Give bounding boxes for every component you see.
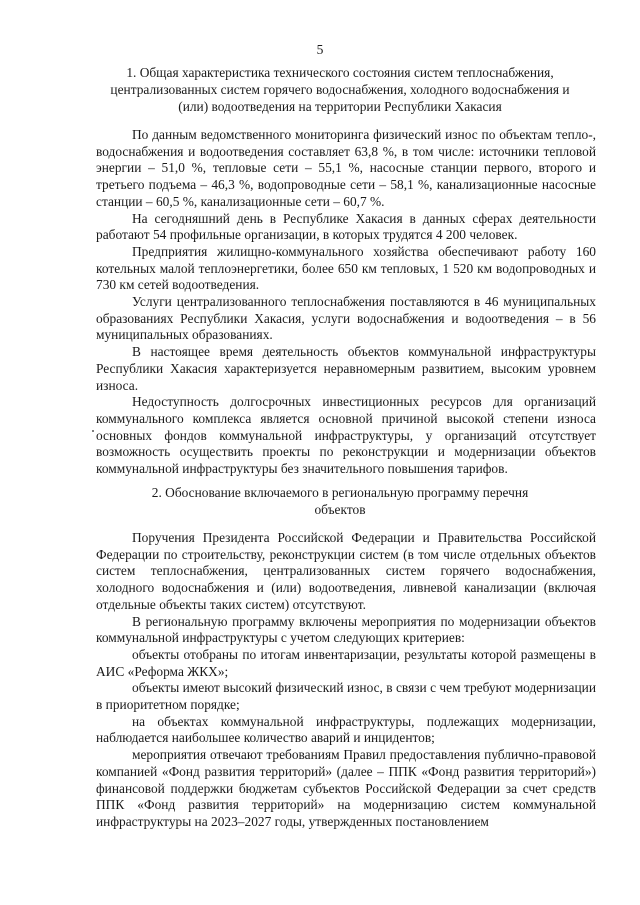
paragraph: В настоящее время деятельность объектов коммунальной инфраструктуры Республики Хакасия характеризуется неравномерным развитием, высоким уровнем износа. xyxy=(96,344,596,393)
scan-speck xyxy=(92,430,94,432)
paragraph: Поручения Президента Российской Федерации и Правительства Российской Федерации по строительству, реконструкции систем (в том числе отдельных объектов систем теплоснабжения, централизованных систем горячего водоснабжения, холодного водоснабжения и (или) водоотведения, ливневой канализации (включая отдельные объекты таких систем) отсутствуют. xyxy=(96,530,596,612)
paragraph: мероприятия отвечают требованиям Правил предоставления публично-правовой компанией «Фонд развития территорий» (далее – ППК «Фонд развития территорий») финансовой поддержки бюджетам субъектов Российской Федерации за счет средств ППК «Фонд развития территорий» на модернизацию систем коммунальной инфраструктуры на 2023–2027 годы, утвержденных постановлением xyxy=(96,747,596,829)
paragraph: Предприятия жилищно-коммунального хозяйства обеспечивают работу 160 котельных малой теплоэнергетики, более 650 км тепловых, 1 520 км водопроводных и 730 км сетей водоотведения. xyxy=(96,243,596,293)
section-2-body xyxy=(96,530,596,831)
paragraph: В региональную программу включены мероприятия по модернизации объектов коммунальной инфраструктуры с учетом следующих критериев: xyxy=(96,613,596,646)
paragraph: объекты отобраны по итогам инвентаризации, результаты которой размещены в АИС «Реформа ЖКХ»; xyxy=(96,646,596,679)
section-1-body xyxy=(96,127,596,478)
paragraph: объекты имеют высокий физический износ, в связи с чем требуют модернизации в приоритетном порядке; xyxy=(96,680,596,713)
paragraph: По данным ведомственного мониторинга физический износ по объектам тепло-, водоснабжения и водоотведения составляет 63,8 %, в том числе: источники тепловой энергии – 51,0 %, тепловые сети – 55,1 %, насосные станции первого, второго и третьего подъема – 46,3 %, водопроводные сети – 58,1 %, канализационные насосные станции – 60,5 %, канализационные сети – 60,7 %. xyxy=(96,127,596,209)
paragraph: Недоступность долгосрочных инвестиционных ресурсов для организаций коммунального комплекса является основной причиной высокой степени износа основных фондов коммунальной инфраструктуры, у организаций отсутствует возможность осуществить проекты по реконструкции и модернизации объектов коммунальной инфраструктуры без значительного повышения тарифов. xyxy=(96,394,596,477)
paragraph: на объектах коммунальной инфраструктуры, подлежащих модернизации, наблюдается наибольшее количество аварий и инцидентов; xyxy=(96,713,596,746)
section-2-title: 2. Обоснование включаемого в региональную программу перечня объектов xyxy=(151,485,529,517)
paragraph: Услуги централизованного теплоснабжения поставляются в 46 муниципальных образованиях Республики Хакасия, услуги водоснабжения и водоотведения – в 56 муниципальных образованиях. xyxy=(96,294,596,343)
page-number: 5 xyxy=(316,42,324,57)
section-1-title: 1. Общая характеристика технического состояния систем теплоснабжения, централизованных систем горячего водоснабжения, холодного водоснабжения и (или) водоотведения на территории Республики Хакасия xyxy=(110,65,570,114)
paragraph: На сегодняшний день в Республике Хакасия в данных сферах деятельности работают 54 профильные организации, в которых трудятся 4 200 человек. xyxy=(96,210,596,243)
